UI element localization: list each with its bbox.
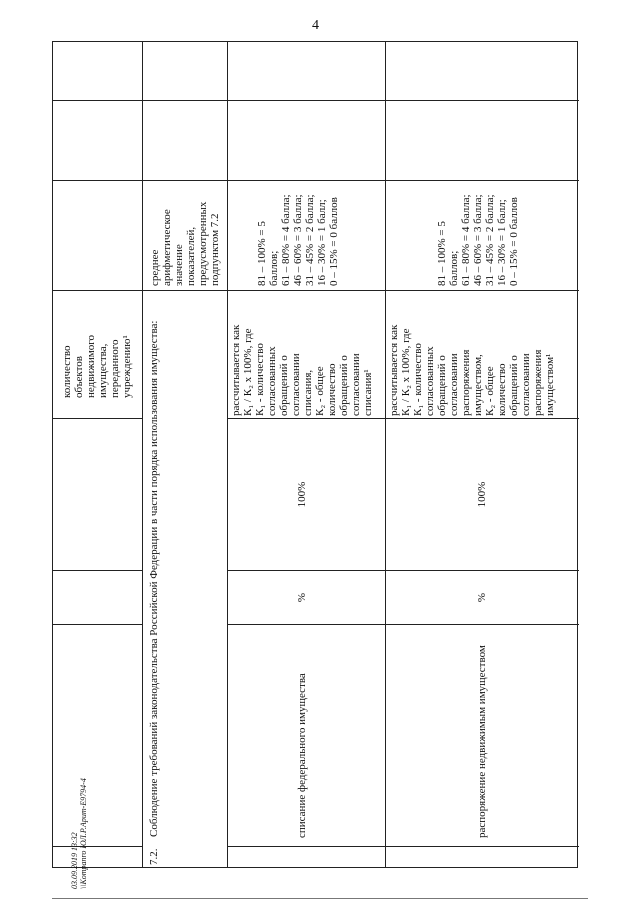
bottom-rule [52,898,588,899]
section-number-cell [143,847,227,867]
cell-quantity-text [53,291,142,419]
footer-date: 03.09.2019 13:32 [70,832,79,889]
footer-path: \\Kompanro ЮЛ.Р.Арит-Е9794-4 [79,778,88,889]
scale-cell [386,181,579,291]
target-value: 100% [296,481,308,508]
target-cell [228,419,385,571]
formula-cell [228,291,385,419]
formula-cell [386,291,579,419]
target-cell [386,419,579,571]
unit-cell [386,571,579,625]
formula-text: рассчитывается как К₁ / К₂ х 100%, где К₁ - количество согласованных обращений о согласовании списания, К₂ - общее количество обращений о согласовании списания¹ [230,324,374,416]
table-row [227,42,385,867]
quantity-text: количество объектов недвижимого имущества, переданного учреждению¹ [61,335,133,398]
indicator-name: распоряжение недвижимым имуществом [476,645,488,838]
formula-text: рассчитывается как К₁ / К₂ х 100%, где К₁ - количество согласованных обращений о согласовании распоряжения имуществом, К₂ - общее количество обращений о согласовании распоряжения имуществом¹ [388,324,556,416]
indicator-name-cell [228,625,385,847]
section-title: Соблюдение требований законодательства Российской Федерации в части порядка использования имущества: [148,320,160,837]
scale-text: 81 – 100% = 5 баллов; 61 – 80% = 4 балла; 46 – 60% = 3 балла; 31 – 45% = 2 балла; 16 – 30% = 1 балл; 0 – 15% = 0 баллов [436,194,520,286]
section-average-text: среднее арифметическое значение показателей, предусмотренных подпунктом 7.2 [149,201,221,286]
table-row-header [53,42,142,867]
scale-cell [228,181,385,291]
target-value: 100% [476,481,488,508]
unit: % [476,592,488,603]
scale-text: 81 – 100% = 5 баллов; 61 – 80% = 4 балла; 46 – 60% = 3 балла; 31 – 45% = 2 балла; 16 – 30% = 1 балл; 0 – 15% = 0 баллов [256,194,340,286]
indicator-name-cell [386,625,579,847]
criteria-table [52,41,578,868]
indicator-name: списание федерального имущества [296,673,308,838]
footer-stamp [70,778,88,889]
section-average-cell [143,181,227,291]
table-row [385,42,579,867]
unit: % [296,592,308,603]
page-number: 4 [312,18,319,33]
section-number: 7.2. [148,848,160,865]
unit-cell [228,571,385,625]
table-row-section [142,42,227,867]
